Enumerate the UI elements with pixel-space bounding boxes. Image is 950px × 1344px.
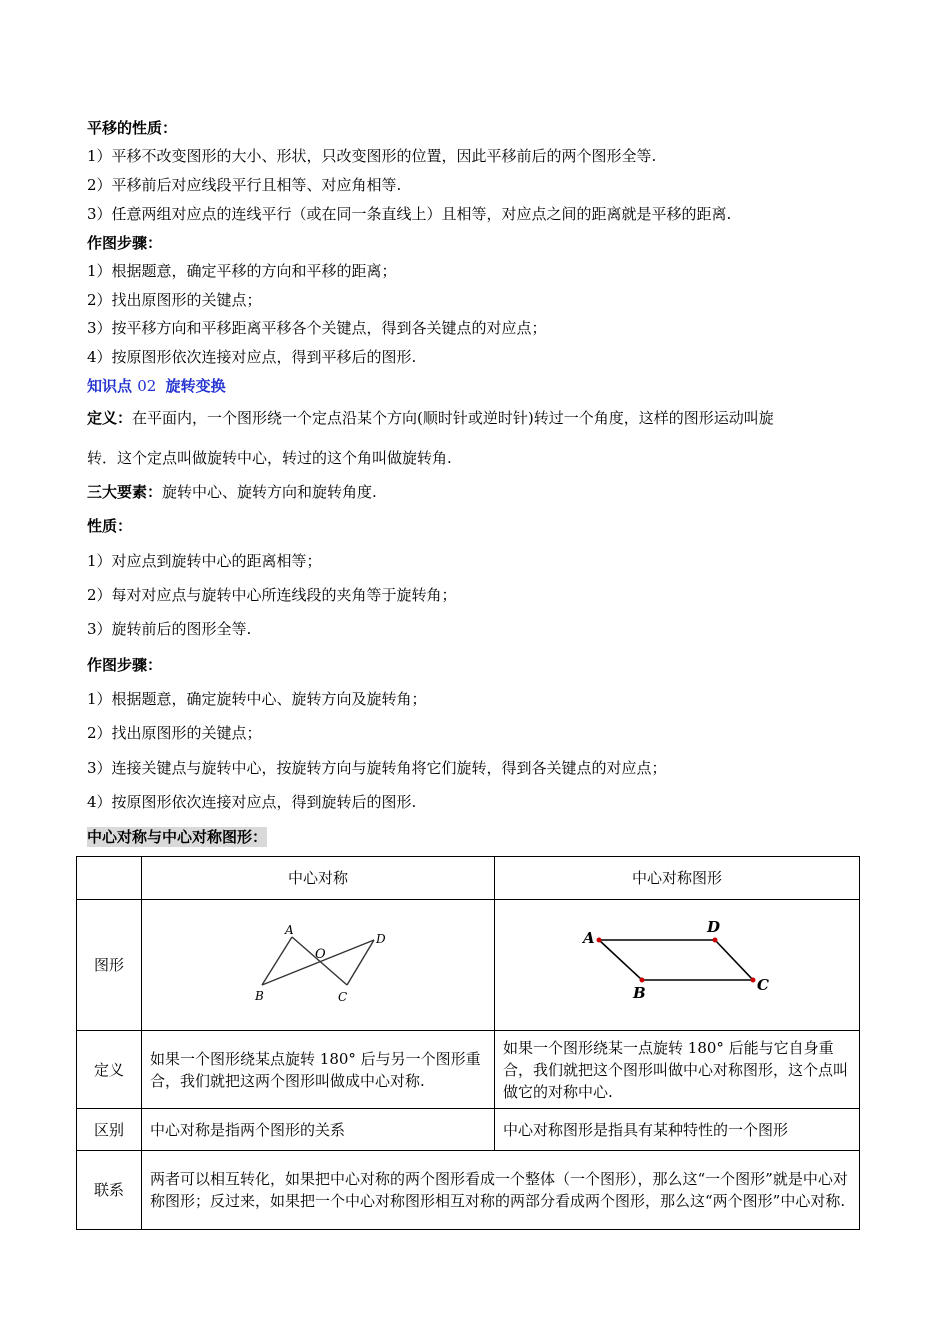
elements-label: 三大要素：	[87, 483, 163, 501]
label-d: D	[376, 932, 386, 946]
difference-central-symmetry: 中心对称是指两个图形的关系	[142, 1109, 495, 1151]
para-label-c: C	[757, 976, 769, 994]
translation-steps-heading: 作图步骤：	[87, 234, 163, 252]
row-label-difference: 区别	[77, 1109, 142, 1151]
para-label-b: B	[633, 984, 646, 1002]
translation-prop-3: 3）任意两组对应点的连线平行（或在同一条直线上）且相等，对应点之间的距离就是平移的距离.	[87, 205, 732, 223]
figure-cell-central-symmetric-figure	[495, 900, 860, 1031]
row-label-relation: 联系	[77, 1151, 142, 1230]
label-a: A	[285, 923, 294, 937]
definition-text-1: 在平面内，一个图形绕一个定点沿某个方向(顺时针或逆时针)转过一个角度，这样的图形运动叫旋	[132, 409, 774, 427]
rotation-prop-2: 2）每对对应点与旋转中心所连线段的夹角等于旋转角；	[87, 586, 457, 604]
definition-central-symmetric-figure: 如果一个图形绕某一点旋转 180° 后能与它自身重合，我们就把这个图形叫做中心对称图形，这个点叫做它的对称中心.	[495, 1031, 860, 1109]
segment-dc	[347, 940, 374, 985]
rotation-step-1: 1）根据题意，确定旋转中心、旋转方向及旋转角；	[87, 690, 427, 708]
row-label-figure: 图形	[77, 900, 142, 1031]
vertex-c-dot	[751, 978, 756, 983]
table-row-definition	[77, 1031, 860, 1109]
definition-central-symmetry: 如果一个图形绕某点旋转 180° 后与另一个图形重合，我们就把这两个图形叫做成中心对称.	[142, 1031, 495, 1109]
table-corner-cell	[77, 857, 142, 900]
section-number: 02	[137, 377, 157, 395]
parallelogram-figure	[495, 900, 860, 1024]
relation-text: 两者可以相互转化，如果把中心对称的两个图形看成一个整体（一个图形），那么这“一个图形”就是中心对称图形；反过来，如果把一个中心对称图形相互对称的两部分看成两个图形，那么这“两个图形”中心对称.	[142, 1151, 860, 1230]
difference-central-symmetric-figure: 中心对称图形是指具有某种特性的一个图形	[495, 1109, 860, 1151]
vertex-d-dot	[713, 938, 718, 943]
section-label: 知识点	[87, 377, 133, 395]
rotation-step-4: 4）按原图形依次连接对应点，得到旋转后的图形.	[87, 793, 417, 811]
col-header-central-symmetry: 中心对称	[142, 857, 495, 900]
translation-step-3: 3）按平移方向和平移距离平移各个关键点，得到各关键点的对应点；	[87, 319, 547, 337]
para-label-a: A	[583, 929, 595, 947]
parallelogram-abcd	[599, 940, 753, 980]
definition-label: 定义：	[87, 409, 133, 427]
row-label-definition: 定义	[77, 1031, 142, 1109]
rotation-prop-3: 3）旋转前后的图形全等.	[87, 620, 252, 638]
elements-text: 旋转中心、旋转方向和旋转角度.	[162, 483, 377, 501]
rotation-definition	[87, 408, 774, 428]
translation-prop-1: 1）平移不改变图形的大小、形状，只改变图形的位置，因此平移前后的两个图形全等.	[87, 147, 657, 165]
translation-step-4: 4）按原图形依次连接对应点，得到平移后的图形.	[87, 348, 417, 366]
central-heading: 中心对称与中心对称图形：	[87, 828, 268, 846]
rotation-elements	[87, 482, 377, 502]
col-header-central-symmetric-figure: 中心对称图形	[495, 857, 860, 900]
section-title-text: 旋转变换	[165, 377, 226, 395]
vertex-b-dot	[640, 978, 645, 983]
rotation-step-3: 3）连接关键点与旋转中心，按旋转方向与旋转角将它们旋转，得到各关键点的对应点；	[87, 759, 667, 777]
translation-heading: 平移的性质：	[87, 119, 178, 137]
rotation-props-heading: 性质：	[87, 517, 133, 535]
translation-step-1: 1）根据题意，确定平移的方向和平移的距离；	[87, 262, 397, 280]
rotation-step-2: 2）找出原图形的关键点；	[87, 724, 262, 742]
table-header-row	[77, 857, 860, 900]
label-c: C	[338, 990, 348, 1004]
section-title	[87, 376, 226, 396]
translation-prop-2: 2）平移前后对应线段平行且相等、对应角相等.	[87, 176, 402, 194]
figure-cell-central-symmetry	[142, 900, 495, 1031]
table-row-difference	[77, 1109, 860, 1151]
translation-step-2: 2）找出原图形的关键点；	[87, 291, 262, 309]
table-row-relation	[77, 1151, 860, 1230]
comparison-table	[76, 856, 860, 1230]
central-symmetry-figure	[142, 900, 495, 1024]
rotation-prop-1: 1）对应点到旋转中心的距离相等；	[87, 552, 322, 570]
table-row-figure	[77, 900, 860, 1031]
definition-text-2: 转．这个定点叫做旋转中心，转过的这个角叫做旋转角.	[87, 449, 452, 467]
label-b: B	[255, 989, 264, 1003]
para-label-d: D	[707, 918, 721, 936]
rotation-steps-heading: 作图步骤：	[87, 656, 163, 674]
label-o: O	[315, 947, 326, 962]
vertex-a-dot	[597, 938, 602, 943]
segment-ab	[262, 937, 292, 985]
